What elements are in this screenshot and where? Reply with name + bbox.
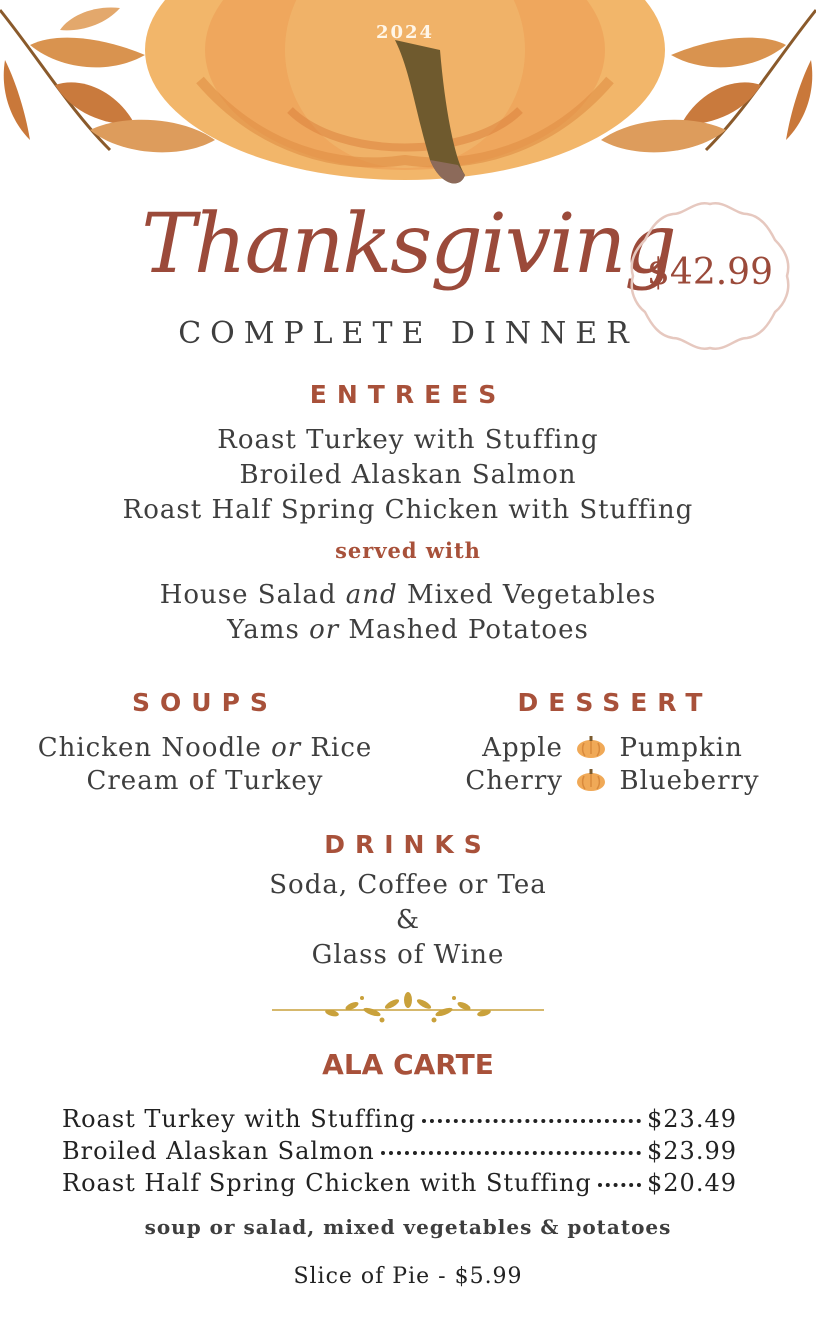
- alacarte-note: soup or salad, mixed vegetables & potatoes: [144, 1215, 672, 1239]
- dinner-price: $42.99: [647, 252, 773, 293]
- entree-item: Roast Half Spring Chicken with Stuffing: [122, 495, 694, 525]
- soups-heading: SOUPS: [132, 688, 278, 717]
- sides-list: [0, 578, 816, 648]
- entrees-list: [0, 423, 816, 528]
- alacarte-item-price: $23.49: [647, 1105, 737, 1133]
- alacarte-row: [62, 1105, 737, 1137]
- alacarte-item-name: Broiled Alaskan Salmon: [62, 1137, 375, 1165]
- gold-vine-divider-icon: [272, 990, 544, 1030]
- drinks-heading: DRINKS: [324, 830, 492, 859]
- drink-item: Soda, Coffee or Tea: [269, 870, 547, 900]
- alacarte-item-name: Roast Half Spring Chicken with Stuffing: [62, 1169, 592, 1197]
- menu-title: Thanksgiving: [141, 197, 675, 292]
- soups-list: [25, 732, 385, 798]
- alacarte-row: [62, 1169, 737, 1201]
- served-with-label: served with: [335, 538, 481, 563]
- side-item: Yams or Mashed Potatoes: [227, 615, 589, 645]
- dessert-item: Apple Pumpkin: [482, 733, 743, 763]
- alacarte-item-name: Roast Turkey with Stuffing: [62, 1105, 417, 1133]
- dot-leader: [422, 1119, 641, 1123]
- dot-leader: [381, 1151, 641, 1155]
- dessert-item: Cherry Blueberry: [465, 766, 760, 796]
- side-item: House Salad and Mixed Vegetables: [159, 580, 657, 610]
- pumpkin-icon: [576, 768, 606, 792]
- entree-item: Roast Turkey with Stuffing: [217, 425, 599, 455]
- drinks-list: [0, 868, 816, 973]
- dot-leader: [598, 1183, 641, 1187]
- soup-item: Chicken Noodle or Rice: [37, 733, 373, 763]
- pie-price: Slice of Pie - $5.99: [293, 1264, 523, 1289]
- drink-item: &: [395, 905, 421, 935]
- soup-item: Cream of Turkey: [86, 766, 324, 796]
- entree-item: Broiled Alaskan Salmon: [239, 460, 577, 490]
- dessert-heading: DESSERT: [517, 688, 713, 717]
- menu-subtitle: COMPLETE DINNER: [178, 316, 638, 351]
- alacarte-item-price: $23.99: [647, 1137, 737, 1165]
- pumpkin-icon: [576, 735, 606, 759]
- alacarte-list: [62, 1105, 737, 1201]
- alacarte-heading: ALA CARTE: [322, 1048, 494, 1081]
- alacarte-item-price: $20.49: [647, 1169, 737, 1197]
- dessert-list: [440, 732, 785, 798]
- entrees-heading: ENTREES: [309, 380, 507, 409]
- year-label: 2024: [375, 22, 435, 43]
- drink-item: Glass of Wine: [311, 940, 505, 970]
- alacarte-row: [62, 1137, 737, 1169]
